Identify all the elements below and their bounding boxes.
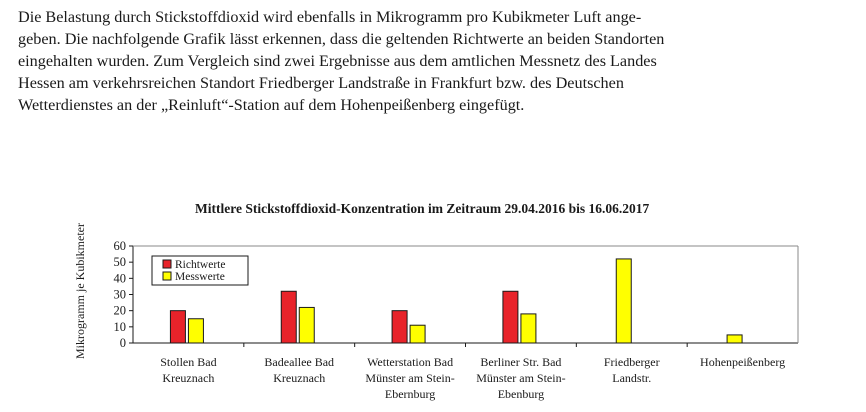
- x-category-label: Wetterstation Bad: [367, 355, 454, 369]
- bar-messwerte: [299, 307, 314, 343]
- paragraph-line: Die Belastung durch Stickstoffdioxid wird ebenfalls in Mikrogramm pro Kubikmeter Luft ange-: [18, 8, 642, 26]
- y-tick-label: 30: [113, 287, 126, 302]
- y-tick-label: 0: [119, 336, 126, 350]
- y-tick-label: 40: [113, 271, 126, 286]
- x-category-label: Ebenburg: [497, 387, 545, 401]
- paragraph-line: Hessen am verkehrsreichen Standort Friedberger Landstraße in Frankfurt bzw. des Deutschen: [18, 74, 624, 92]
- x-category-label: Kreuznach: [273, 371, 326, 385]
- y-tick-label: 60: [113, 239, 126, 253]
- x-category-label: Ebernburg: [384, 387, 436, 401]
- y-tick-label: 50: [113, 255, 126, 270]
- paragraph-line: Wetterdienstes an der „Reinluft“-Station auf dem Hohenpeißenberg eingefügt.: [18, 96, 525, 114]
- x-category-label: Hohenpeißenberg: [700, 355, 786, 369]
- legend-label: Richtwerte: [175, 259, 226, 271]
- bar-messwerte: [727, 335, 742, 343]
- bar-richtwerte: [392, 311, 407, 343]
- legend-label: Messwerte: [175, 271, 225, 283]
- x-category-label: Badeallee Bad: [264, 355, 335, 369]
- bar-richtwerte: [503, 291, 518, 343]
- y-tick-label: 10: [113, 319, 126, 334]
- bar-messwerte: [410, 325, 425, 343]
- bar-messwerte: [521, 314, 536, 343]
- x-category-label: Stollen Bad: [160, 355, 217, 369]
- x-category-label: Münster am Stein-: [365, 371, 455, 385]
- x-category-label: Münster am Stein-: [476, 371, 566, 385]
- bar-richtwerte: [281, 291, 296, 343]
- y-axis-label: Mikrogramm je Kubikmeter: [73, 223, 87, 359]
- x-category-label: Landstr.: [612, 371, 652, 385]
- legend-swatch-richtwerte: [163, 260, 171, 268]
- paragraph-line: geben. Die nachfolgende Grafik lässt erkennen, dass die geltenden Richtwerte an beiden Standorten: [18, 30, 665, 48]
- bar-messwerte: [616, 259, 631, 343]
- bar-messwerte: [188, 319, 203, 343]
- legend-swatch-messwerte: [163, 272, 171, 280]
- bar-richtwerte: [170, 311, 185, 343]
- chart-title: Mittlere Stickstoffdioxid-Konzentration im Zeitraum 29.04.2016 bis 16.06.2017: [195, 201, 650, 216]
- y-tick-label: 20: [113, 303, 126, 318]
- plot-area: [114, 239, 799, 401]
- x-category-label: Kreuznach: [162, 371, 215, 385]
- x-category-label: Friedberger: [603, 355, 660, 369]
- paragraph-line: eingehalten wurden. Zum Vergleich sind zwei Ergebnisse aus dem amtlichen Messnetz des Landes: [18, 52, 657, 70]
- x-category-label: Berliner Str. Bad: [480, 355, 562, 369]
